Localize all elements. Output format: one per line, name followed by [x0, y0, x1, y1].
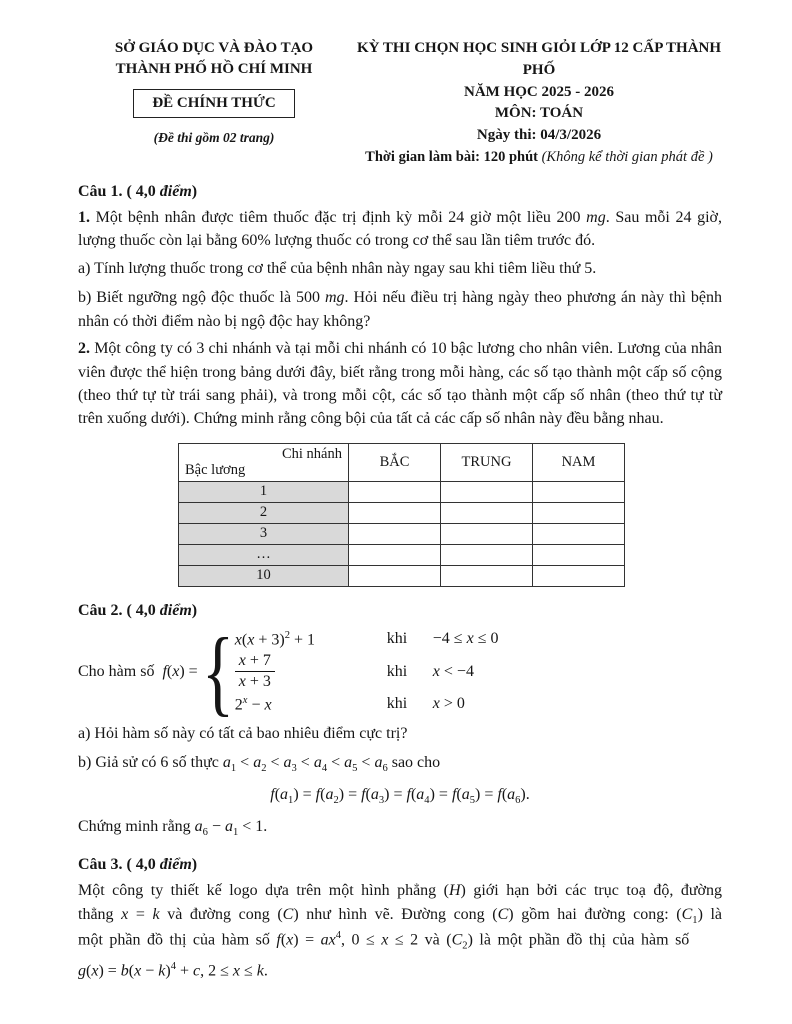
q1-part1-statement: 1. Một bệnh nhân được tiêm thuốc đặc trị định kỳ mỗi 24 giờ một liều 200 mg. Sau mỗi 24 giờ, lượng thuốc còn lại bằng 60% lượng thuốc có trong cơ thể sau lần tiêm trước đó. — [78, 208, 723, 250]
empty-cell — [349, 565, 441, 586]
q1-part1-b: b) Biết ngưỡng ngộ độc thuốc là 500 mg. Hỏi nếu điều trị hàng ngày theo phương án này thì bệnh nhân có thời điểm nào bị ngộ độc hay không? — [78, 289, 722, 330]
case-2-when: khi — [386, 662, 408, 680]
case-1-when: khi — [386, 630, 408, 648]
duration-line — [356, 147, 722, 168]
cases-list — [235, 630, 499, 714]
q3-function-g: $g(x) = b(x - k)^4 + c$, 2 ≤ x ≤ k. — [78, 961, 268, 980]
official-exam-box: ĐỀ CHÍNH THỨC — [133, 89, 294, 118]
empty-cell — [349, 481, 441, 502]
q2-part-b: b) Giả sử có 6 số thực $a_1 < a_2 < a_3 < a_4 < a_5 < a_6$ sao cho — [78, 754, 441, 775]
case-2-formula: $\frac{x + 7}{x + 3}$ — [235, 652, 387, 692]
duration-text: Thời gian làm bài: 120 phút — [365, 148, 542, 165]
empty-cell — [441, 565, 533, 586]
duration-note: (Không kể thời gian phát đề ) — [541, 148, 713, 165]
table-header-row — [179, 443, 625, 481]
column-header-bac: BẮC — [349, 443, 441, 481]
column-header-trung: TRUNG — [441, 443, 533, 481]
question-1 — [78, 183, 722, 587]
row-label: 3 — [179, 523, 349, 544]
table-row — [179, 565, 625, 586]
case-1-formula: $x(x + 3)^2 + 1$ — [234, 629, 315, 648]
question-2 — [78, 602, 722, 842]
case-1 — [235, 630, 499, 649]
q2-part-a: a) Hỏi hàm số này có tất cả bao nhiêu điểm cực trị? — [78, 725, 408, 743]
empty-cell — [441, 544, 533, 565]
piecewise-definition — [78, 618, 722, 726]
subject: MÔN: TOÁN — [494, 105, 584, 122]
exam-title: KỲ THI CHỌN HỌC SINH GIỎI LỚP 12 CẤP THÀNH PHỐ — [356, 40, 722, 78]
empty-cell — [349, 523, 441, 544]
question-3-title: Câu 3. ( 4,0 điểm) — [78, 856, 198, 874]
salary-table-wrapper — [178, 443, 722, 587]
empty-cell — [533, 502, 625, 523]
exam-date: Ngày thi: 04/3/2026 — [476, 127, 602, 143]
table-row — [179, 523, 625, 544]
corner-label-branch: Chi nhánh — [281, 445, 342, 462]
case-2-condition: x < −4 — [432, 662, 474, 680]
case-3-condition: x > 0 — [432, 695, 465, 713]
pages-note: (Đề thi gồm 02 trang) — [153, 130, 275, 146]
empty-cell — [349, 502, 441, 523]
cases-brace: { — [201, 618, 234, 726]
row-label: 1 — [179, 481, 349, 502]
q2-conclusion: Chứng minh rằng $a_6 - a_1 < 1$. — [78, 818, 268, 839]
q2-equation: $f(a_1) = f(a_2) = f(a_3) = f(a_4) = f(a_5) = f(a_6)$. — [270, 786, 530, 807]
issuing-authority-block — [78, 38, 350, 146]
question-2-title: Câu 2. ( 4,0 điểm) — [78, 601, 198, 619]
case-3 — [235, 695, 499, 714]
empty-cell — [533, 565, 625, 586]
table-row — [179, 544, 625, 565]
q3-statement: Một công ty thiết kế logo dựa trên một hình phẳng (H) giới hạn bởi các trục toạ độ, đường thẳng x = k và đường cong (C) như hình vẽ. Đường cong (C) gồm hai đường cong: $(C_1)$ là một phần đồ thị của hàm số $f(x) = ax^4$, 0 ≤ x ≤ 2 và $(C_2)$ là một phần đồ thị của hàm số — [78, 882, 723, 952]
column-header-nam: NAM — [533, 443, 625, 481]
exam-info-block — [350, 38, 722, 168]
question-3 — [78, 856, 722, 983]
empty-cell — [441, 523, 533, 544]
question-1-title: Câu 1. ( 4,0 điểm) — [78, 182, 198, 200]
case-1-condition: −4 ≤ x ≤ 0 — [432, 630, 499, 648]
authority-line1: SỞ GIÁO DỤC VÀ ĐÀO TẠO — [114, 40, 314, 56]
row-label: 2 — [179, 502, 349, 523]
q1-part1-a: a) Tính lượng thuốc trong cơ thể của bệnh nhân này ngay sau khi tiêm liều thứ 5. — [78, 260, 597, 278]
case-2 — [235, 652, 499, 692]
school-year: NĂM HỌC 2025 - 2026 — [464, 83, 614, 100]
row-label: … — [179, 544, 349, 565]
q1-part2-statement: 2. Một công ty có 3 chi nhánh và tại mỗi chi nhánh có 10 bậc lương cho nhân viên. Lương của nhân viên được thể hiện trong bảng dưới đây, biết rằng trong mỗi hàng, các số tạo thành một cấp số cộng (theo thứ tự từ trái sang phải), và trong mỗi cột, các số tạo thành một cấp số nhân (theo thứ tự từ trên xuống dưới). Chứng minh rằng công bội của tất cả các cấp số nhân này đều bằng nhau. — [78, 340, 722, 428]
exam-header — [78, 38, 722, 168]
case-3-formula: $2^x - x$ — [234, 694, 272, 714]
empty-cell — [441, 502, 533, 523]
row-label: 10 — [179, 565, 349, 586]
function-name: f(x) = — [162, 662, 198, 680]
function-intro: Cho hàm số — [78, 662, 155, 680]
authority-line2: THÀNH PHỐ HỒ CHÍ MINH — [115, 60, 313, 77]
table-row — [179, 481, 625, 502]
empty-cell — [441, 481, 533, 502]
empty-cell — [533, 481, 625, 502]
empty-cell — [533, 544, 625, 565]
salary-table — [178, 443, 625, 587]
case-3-when: khi — [386, 695, 408, 713]
empty-cell — [533, 523, 625, 544]
corner-label-salary-level: Bậc lương — [185, 461, 246, 478]
table-row — [179, 502, 625, 523]
table-corner-cell — [179, 443, 349, 481]
empty-cell — [349, 544, 441, 565]
